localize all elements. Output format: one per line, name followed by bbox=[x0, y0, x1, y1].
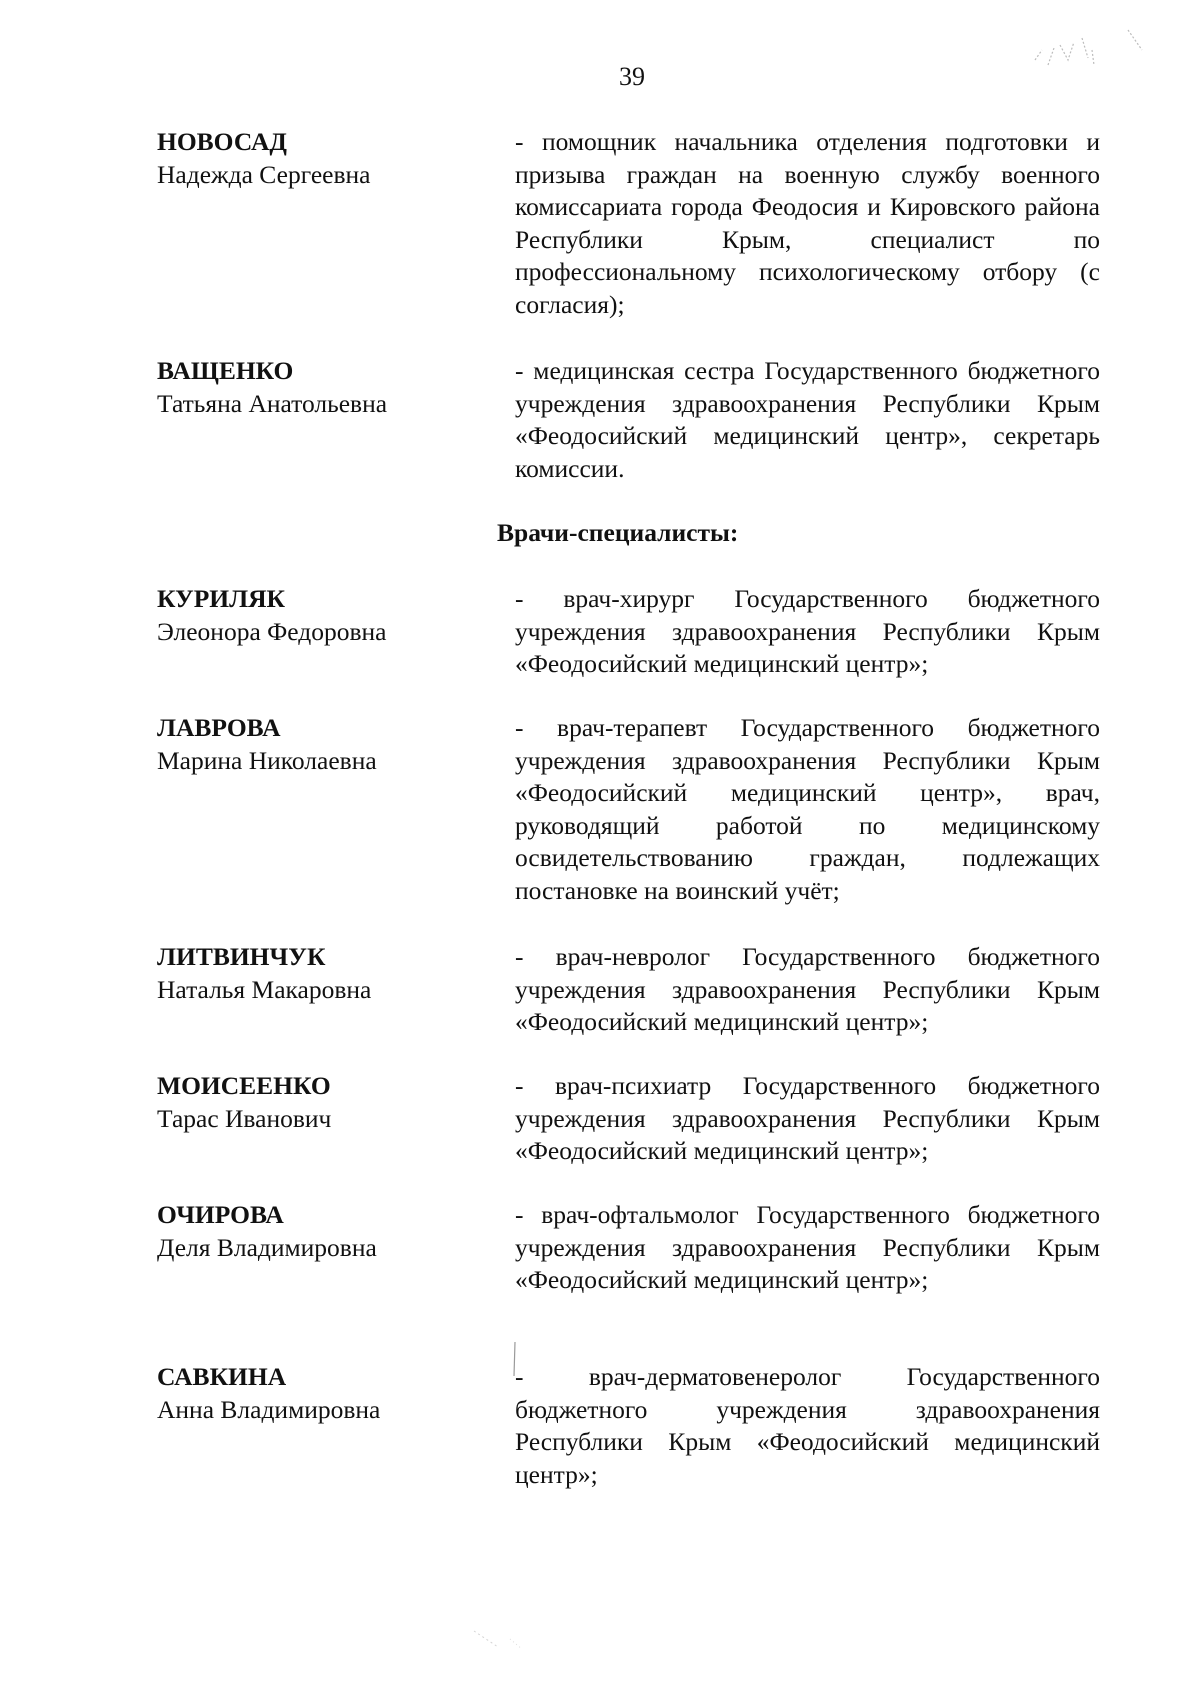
member-given-names: Татьяна Анатольевна bbox=[157, 388, 388, 418]
section-heading: Врачи-специалисты: bbox=[497, 518, 739, 547]
member-given-names: Анна Владимировна bbox=[157, 1394, 381, 1424]
member-name-block bbox=[157, 1199, 487, 1264]
member-name-block bbox=[157, 126, 487, 191]
scan-speck-mark bbox=[470, 1625, 540, 1655]
member-surname: НОВОСАД bbox=[157, 127, 287, 156]
member-surname: ОЧИРОВА bbox=[157, 1200, 284, 1229]
member-role: - врач-дерматовенеролог Государственного бюджетного учреждения здравоохранения Республики Крым «Феодосийский медицинский центр»; bbox=[515, 1362, 1100, 1489]
member-surname: КУРИЛЯК bbox=[157, 584, 286, 613]
member-role: - медицинская сестра Государственного бюджетного учреждения здравоохранения Республики Крым «Феодосийский медицинский центр», секретарь комиссии. bbox=[515, 356, 1100, 483]
member-role: - врач-невролог Государственного бюджетного учреждения здравоохранения Республики Крым «Феодосийский медицинский центр»; bbox=[515, 942, 1100, 1036]
member-surname: САВКИНА bbox=[157, 1362, 287, 1391]
member-name-block bbox=[157, 941, 487, 1006]
member-role: - врач-офтальмолог Государственного бюджетного учреждения здравоохранения Республики Крым «Феодосийский медицинский центр»; bbox=[515, 1200, 1100, 1294]
member-given-names: Тарас Иванович bbox=[157, 1103, 332, 1133]
member-role: - врач-психиатр Государственного бюджетного учреждения здравоохранения Республики Крым «Феодосийский медицинский центр»; bbox=[515, 1071, 1100, 1165]
member-given-names: Марина Николаевна bbox=[157, 745, 377, 775]
member-name-block bbox=[157, 712, 487, 777]
member-surname: ЛАВРОВА bbox=[157, 713, 281, 742]
member-surname: ВАЩЕНКО bbox=[157, 356, 294, 385]
page-number: 39 bbox=[619, 62, 645, 91]
member-role: - врач-хирург Государственного бюджетного учреждения здравоохранения Республики Крым «Феодосийский медицинский центр»; bbox=[515, 584, 1100, 678]
member-given-names: Элеонора Федоровна bbox=[157, 616, 387, 646]
member-given-names: Деля Владимировна bbox=[157, 1232, 377, 1262]
member-surname: ЛИТВИНЧУК bbox=[157, 942, 326, 971]
member-name-block bbox=[157, 1361, 487, 1426]
member-surname: МОИСЕЕНКО bbox=[157, 1071, 331, 1100]
member-role: - помощник начальника отделения подготовки и призыва граждан на военную службу военного комиссариата города Феодосия и Кировского района Республики Крым, специалист по профессиональному психологическому отбору (с согласия); bbox=[515, 127, 1100, 319]
member-name-block bbox=[157, 1070, 487, 1135]
member-given-names: Надежда Сергеевна bbox=[157, 159, 371, 189]
member-name-block bbox=[157, 355, 487, 420]
member-name-block bbox=[157, 583, 487, 648]
member-given-names: Наталья Макаровна bbox=[157, 974, 372, 1004]
member-role: - врач-терапевт Государственного бюджетного учреждения здравоохранения Республики Крым «Феодосийский медицинский центр», врач, руководящий работой по медицинскому освидетельствованию граждан, подлежащих постановке на воинский учёт; bbox=[515, 713, 1100, 905]
